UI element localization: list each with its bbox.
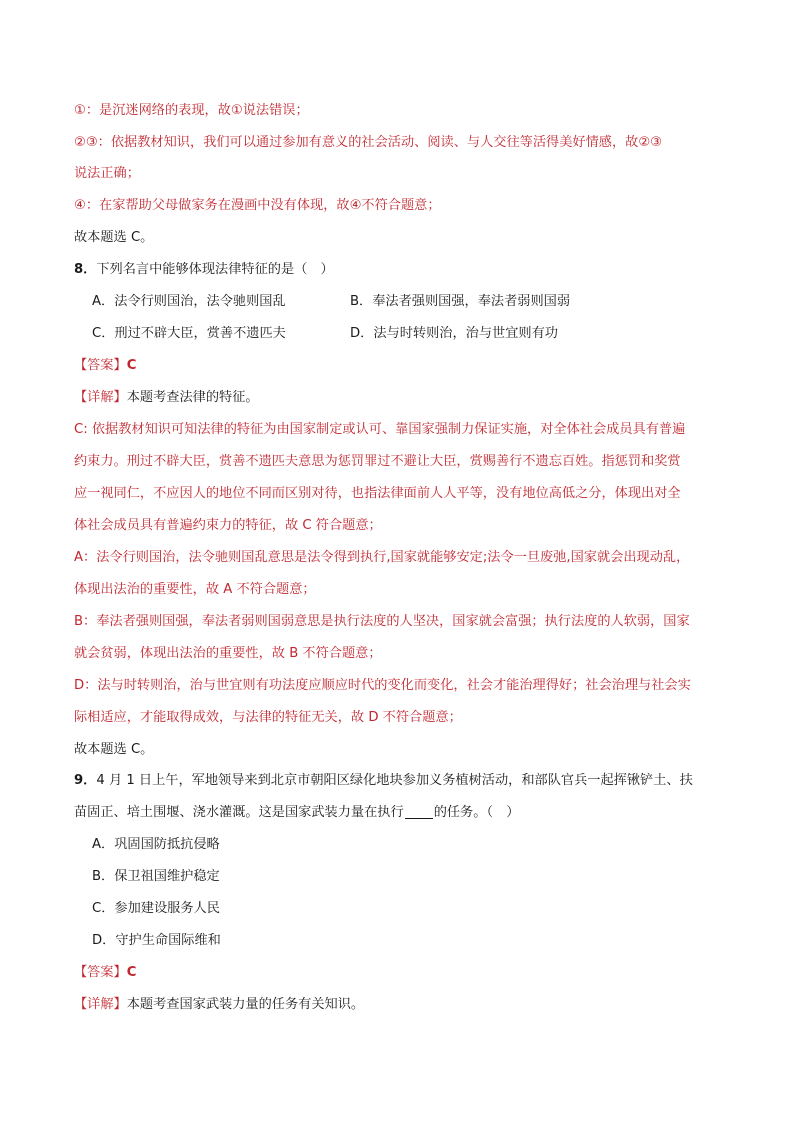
q7-analysis-line-2: ②③：依据教材知识，我们可以通过参加有意义的社会活动、阅读、与人交往等活得美好情感，故②③ (74, 135, 662, 150)
q9-number: 9． (74, 773, 97, 788)
q8-analysis-line: 体社会成员具有普遍约束力的特征，故 C 符合题意； (74, 518, 382, 533)
q9-option-b: B．保卫祖国维护稳定 (92, 869, 220, 884)
q8-analysis-line: 体现出法治的重要性，故 A 不符合题意； (74, 582, 316, 597)
q8-answer-label: 【答案】 (74, 358, 127, 373)
q8-detail-text: 本题考查法律的特征。 (126, 390, 259, 405)
q8-answer (74, 356, 136, 376)
q8-analysis-line: A：法令行则国治，法令驰则国乱意思是法令得到执行,国家就能够安定;法令一旦废弛,国家就会出现动乱， (74, 550, 690, 565)
fill-in-blank (405, 804, 433, 819)
q8-answer-value: C (126, 358, 137, 373)
q7-analysis-line-1: ①：是沉迷网络的表现，故①说法错误； (74, 103, 309, 118)
q9-detail (74, 995, 364, 1015)
q8-stem: 下列名言中能够体现法律特征的是（ ） (96, 262, 334, 277)
q9-answer-value: C (126, 965, 137, 980)
q9-stem-text-b: 的任务。（ ） (433, 805, 520, 820)
q9-stem-line-1 (74, 771, 693, 791)
q8-option-b: B．奉法者强则国强，奉法者弱则国弱 (350, 294, 571, 309)
q9-stem-line-2 (74, 803, 519, 823)
q9-stem-text-a: 苗固正、培土围堰、浇水灌溉。这是国家武装力量在执行 (74, 805, 404, 820)
q8-analysis-line: C: 依据教材知识可知法律的特征为由国家制定或认可、靠国家强制力保证实施，对全体社会成员具有普遍 (74, 422, 686, 437)
q9-detail-text: 本题考查国家武装力量的任务有关知识。 (126, 997, 365, 1012)
q8-analysis-line: D：法与时转则治，治与世宜则有功法度应顺应时代的变化而变化，社会才能治理得好；社会治理与社会实 (74, 678, 691, 693)
q8-option-a: A．法令行则国治，法令驰则国乱 (92, 294, 286, 309)
q8-question (74, 260, 334, 280)
q9-answer (74, 963, 136, 983)
q9-option-c: C．参加建设服务人民 (92, 901, 220, 916)
q9-detail-label: 【详解】 (74, 997, 127, 1012)
q9-option-a: A．巩固国防抵抗侵略 (92, 837, 220, 852)
q7-conclusion: 故本题选 C。 (74, 230, 154, 245)
q7-analysis-line-3: 说法正确； (74, 166, 140, 181)
q8-analysis-line: 约束力。刑过不辟大臣，赏善不遗匹夫意思为惩罚罪过不避让大臣，赏赐善行不遗忘百姓。指惩罚和奖赏 (74, 454, 681, 469)
q8-analysis-line: 际相适应，才能取得成效，与法律的特征无关，故 D 不符合题意； (74, 710, 462, 725)
q8-option-c: C．刑过不辟大臣，赏善不遗匹夫 (92, 326, 286, 341)
q8-conclusion: 故本题选 C。 (74, 742, 154, 757)
q8-analysis-line: 就会贫弱，体现出法治的重要性，故 B 不符合题意； (74, 646, 382, 661)
q8-detail (74, 388, 259, 408)
q8-analysis-line: 应一视同仁，不应因人的地位不同而区别对待，也指法律面前人人平等，没有地位高低之分，体现出对全 (74, 486, 681, 501)
q8-option-d: D．法与时转则治，治与世宜则有功 (350, 326, 558, 341)
q9-option-d: D．守护生命国际维和 (92, 933, 221, 948)
q7-analysis-line-4: ④：在家帮助父母做家务在漫画中没有体现，故④不符合题意； (74, 198, 441, 213)
q9-answer-label: 【答案】 (74, 965, 127, 980)
q9-stem-text: 4 月 1 日上午，军地领导来到北京市朝阳区绿化地块参加义务植树活动，和部队官兵一起挥锹铲土、扶 (96, 773, 693, 788)
q8-analysis-line: B：奉法者强则国强，奉法者弱则国弱意思是执行法度的人坚决，国家就会富强；执行法度的人软弱，国家 (74, 614, 690, 629)
q8-detail-label: 【详解】 (74, 390, 127, 405)
q8-number: 8． (74, 262, 97, 277)
